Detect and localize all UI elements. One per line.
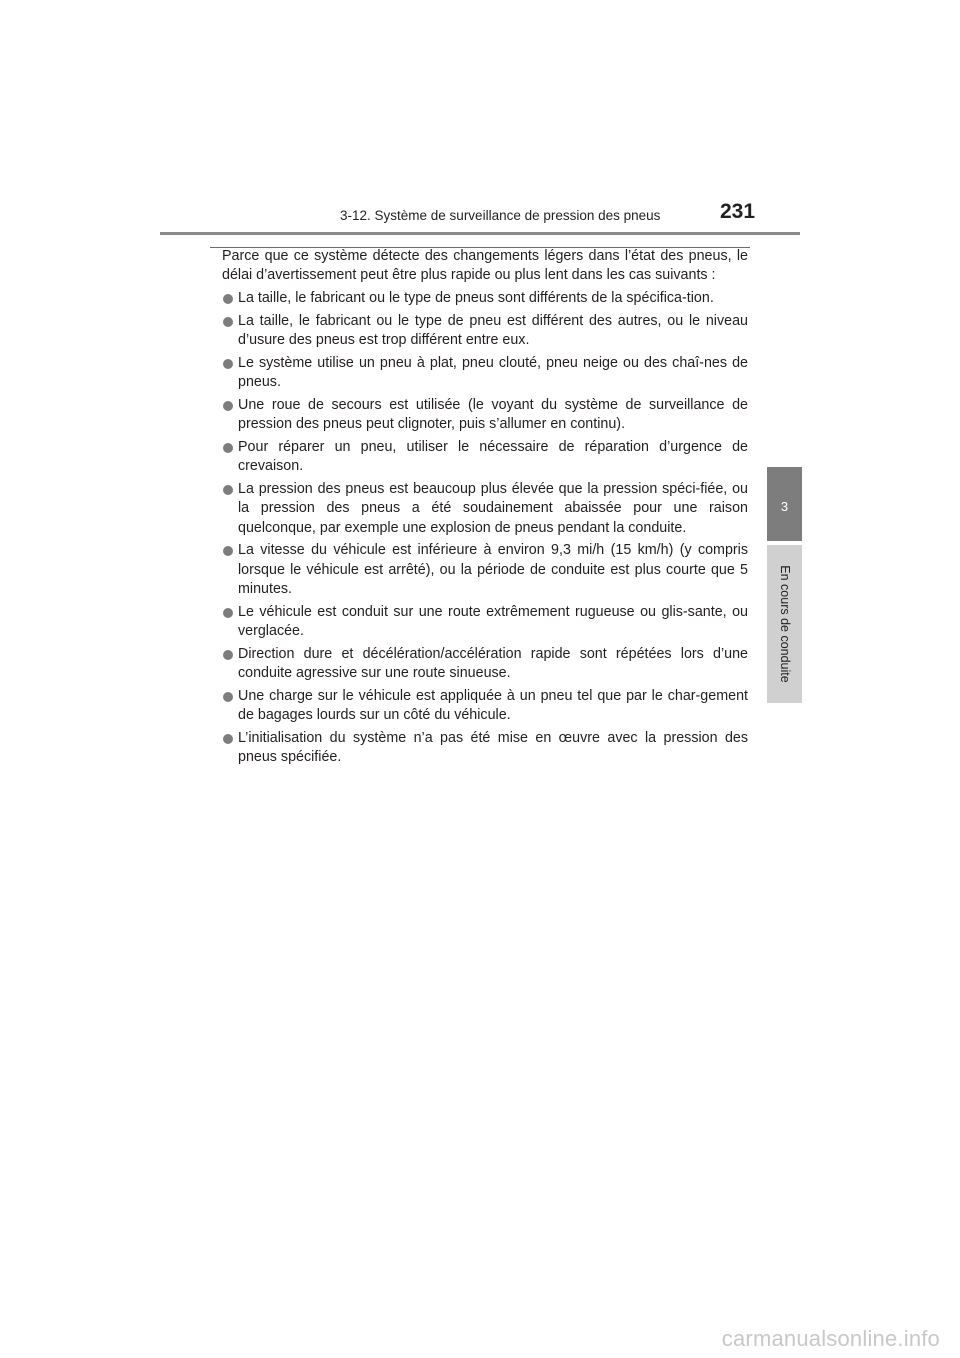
list-item-text: Une charge sur le véhicule est appliquée à un pneu tel que par le char-gement de bagages lourds sur un côté du véhicule. <box>238 687 748 723</box>
list-item-text: Une roue de secours est utilisée (le voyant du système de surveillance de pression des pneus peut clignoter, puis s’allumer en continu). <box>238 397 748 433</box>
list-item <box>222 438 748 476</box>
bullet-icon <box>223 317 233 327</box>
chapter-tab-number <box>767 467 802 541</box>
bullet-icon <box>223 692 233 702</box>
bullet-icon <box>223 294 233 304</box>
watermark: carmanualsonline.info <box>721 1326 940 1351</box>
list-item <box>222 645 748 683</box>
bullet-icon <box>223 650 233 660</box>
list-item-text: Le système utilise un pneu à plat, pneu clouté, pneu neige ou des chaî-nes de pneus. <box>238 355 748 391</box>
bullet-icon <box>223 401 233 411</box>
list-item <box>222 354 748 392</box>
list-item-text: La vitesse du véhicule est inférieure à environ 9,3 mi/h (15 km/h) (y compris lorsque le véhicule est arrêté), ou la période de conduite est plus courte que 5 minutes. <box>238 542 748 597</box>
chapter-title: En cours de conduite <box>777 565 792 683</box>
header-divider <box>160 232 800 235</box>
bullet-icon <box>223 608 233 618</box>
list-item-text: L’initialisation du système n’a pas été mise en œuvre avec la pression des pneus spécifiée. <box>238 729 748 765</box>
bullet-icon <box>223 485 233 495</box>
list-item-text: Pour réparer un pneu, utiliser le nécessaire de réparation d’urgence de crevaison. <box>238 439 748 475</box>
chapter-number: 3 <box>780 499 789 514</box>
conditions-list <box>222 289 748 767</box>
list-item <box>222 396 748 434</box>
list-item <box>222 729 748 767</box>
list-item <box>222 541 748 599</box>
list-item-text: Le véhicule est conduit sur une route extrêmement rugueuse ou glis-sante, ou verglacée. <box>238 603 748 639</box>
bullet-icon <box>223 546 233 556</box>
list-item-text: La taille, le fabricant ou le type de pneu est différent des autres, ou le niveau d’usure des pneus est trop différent entre eux. <box>238 313 748 349</box>
bullet-icon <box>223 443 233 453</box>
page-number: 231 <box>720 200 756 223</box>
list-item <box>222 289 748 308</box>
list-item-text: La taille, le fabricant ou le type de pneus sont différents de la spécifica-tion. <box>238 290 714 307</box>
bullet-icon <box>223 359 233 369</box>
chapter-tab-label <box>767 545 802 703</box>
list-item-text: La pression des pneus est beaucoup plus élevée que la pression spéci-fiée, ou la pression des pneus a été soudainement abaissée pour une raison quelconque, par exemple une explosion de pneus pendant la conduite. <box>238 481 748 536</box>
intro-paragraph: Parce que ce système détecte des changements légers dans l’état des pneus, le délai d’avertissement peut être plus rapide ou plus lent dans les cas suivants : <box>222 248 748 284</box>
list-item <box>222 603 748 641</box>
main-content <box>222 247 748 771</box>
bullet-icon <box>223 734 233 744</box>
list-item <box>222 687 748 725</box>
section-title: 3-12. Système de surveillance de pression des pneus <box>340 208 661 223</box>
list-item-text: Direction dure et décélération/accélération rapide sont répétées lors d’une conduite agressive sur une route sinueuse. <box>238 645 748 681</box>
list-item <box>222 312 748 350</box>
list-item <box>222 480 748 538</box>
